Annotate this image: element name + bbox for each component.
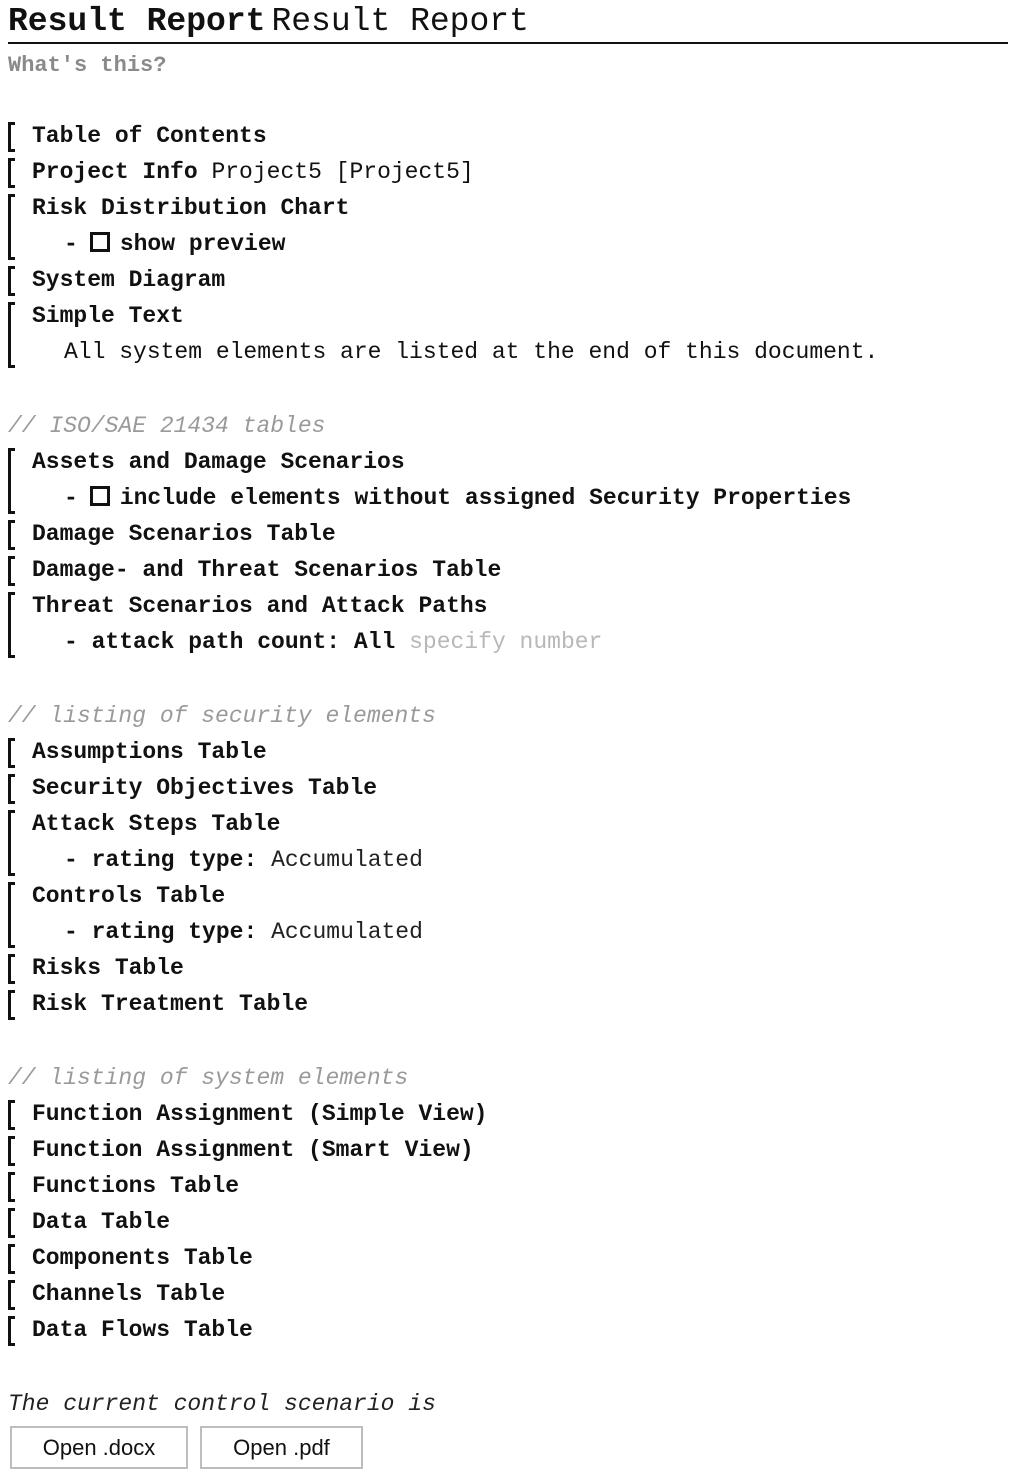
section-function-assignment-simple[interactable] bbox=[8, 1096, 1008, 1132]
include-elements-checkbox[interactable] bbox=[90, 486, 110, 506]
section-label: Threat Scenarios and Attack Paths bbox=[32, 593, 488, 619]
section-label: Damage Scenarios Table bbox=[32, 521, 336, 547]
section-attack-steps[interactable] bbox=[8, 806, 1008, 878]
include-elements-label: include elements without assigned Security Properties bbox=[119, 485, 852, 511]
section-risk-treatment[interactable] bbox=[8, 986, 1008, 1022]
whats-this-link[interactable]: What's this? bbox=[8, 53, 167, 78]
section-label: Damage- and Threat Scenarios Table bbox=[32, 557, 502, 583]
section-channels[interactable] bbox=[8, 1276, 1008, 1312]
open-pdf-button[interactable]: Open .pdf bbox=[200, 1426, 363, 1469]
section-function-assignment-smart[interactable] bbox=[8, 1132, 1008, 1168]
report-page bbox=[8, 0, 1008, 1469]
title-normal: Result Report bbox=[271, 3, 529, 40]
section-label: Attack Steps Table bbox=[32, 811, 281, 837]
section-label: Table of Contents bbox=[32, 123, 267, 149]
section-damage-threat[interactable] bbox=[8, 552, 1008, 588]
section-label: Data Table bbox=[32, 1209, 171, 1235]
open-docx-button[interactable]: Open .docx bbox=[10, 1426, 188, 1469]
control-scenario-text: The current control scenario is bbox=[8, 1391, 436, 1417]
section-label: Assumptions Table bbox=[32, 739, 267, 765]
section-system-diagram[interactable] bbox=[8, 262, 1008, 298]
attack-count-value[interactable]: All bbox=[353, 629, 396, 655]
section-damage-scenarios[interactable] bbox=[8, 516, 1008, 552]
section-label: Function Assignment (Simple View) bbox=[32, 1101, 488, 1127]
section-label: Risk Treatment Table bbox=[32, 991, 309, 1017]
section-components[interactable] bbox=[8, 1240, 1008, 1276]
section-simple-text[interactable] bbox=[8, 298, 1008, 370]
section-label: Functions Table bbox=[32, 1173, 240, 1199]
section-label: Security Objectives Table bbox=[32, 775, 378, 801]
dash: - bbox=[64, 485, 78, 511]
dash: - bbox=[64, 629, 78, 655]
iso-comment: // ISO/SAE 21434 tables bbox=[8, 413, 326, 439]
attack-count-label: attack path count: bbox=[91, 629, 341, 655]
page-title bbox=[8, 0, 1008, 44]
section-label: Simple Text bbox=[32, 303, 184, 329]
section-label: Risks Table bbox=[32, 955, 184, 981]
section-controls[interactable] bbox=[8, 878, 1008, 950]
project-info-value: Project5 [Project5] bbox=[211, 159, 474, 185]
section-label: Assets and Damage Scenarios bbox=[32, 449, 405, 475]
section-risks[interactable] bbox=[8, 950, 1008, 986]
show-preview-label: show preview bbox=[119, 231, 286, 257]
section-risk-distribution-chart[interactable] bbox=[8, 190, 1008, 262]
rating-type-value[interactable]: Accumulated bbox=[271, 847, 423, 873]
section-label: Data Flows Table bbox=[32, 1317, 253, 1343]
section-label: Function Assignment (Smart View) bbox=[32, 1137, 474, 1163]
dash: - bbox=[64, 231, 78, 257]
section-assets-damage[interactable] bbox=[8, 444, 1008, 516]
section-functions[interactable] bbox=[8, 1168, 1008, 1204]
section-label: Channels Table bbox=[32, 1281, 226, 1307]
show-preview-checkbox[interactable] bbox=[90, 232, 110, 252]
section-table-of-contents[interactable] bbox=[8, 118, 1008, 154]
title-bold: Result Report bbox=[8, 3, 266, 40]
section-assumptions[interactable] bbox=[8, 734, 1008, 770]
section-label: System Diagram bbox=[32, 267, 226, 293]
section-label: Components Table bbox=[32, 1245, 253, 1271]
security-comment: // listing of security elements bbox=[8, 703, 436, 729]
attack-count-hint[interactable]: specify number bbox=[409, 629, 603, 655]
rating-type-value[interactable]: Accumulated bbox=[271, 919, 423, 945]
simple-text-content[interactable]: All system elements are listed at the end of this document. bbox=[64, 339, 879, 365]
rating-type-label: rating type: bbox=[91, 919, 258, 945]
section-label: Project Info bbox=[32, 159, 198, 185]
section-label: Risk Distribution Chart bbox=[32, 195, 350, 221]
section-security-objectives[interactable] bbox=[8, 770, 1008, 806]
section-project-info[interactable] bbox=[8, 154, 1008, 190]
section-data-flows[interactable] bbox=[8, 1312, 1008, 1348]
section-data[interactable] bbox=[8, 1204, 1008, 1240]
dash: - bbox=[64, 919, 78, 945]
rating-type-label: rating type: bbox=[91, 847, 258, 873]
system-comment: // listing of system elements bbox=[8, 1065, 409, 1091]
section-threat-scenarios[interactable] bbox=[8, 588, 1008, 660]
dash: - bbox=[64, 847, 78, 873]
section-label: Controls Table bbox=[32, 883, 226, 909]
